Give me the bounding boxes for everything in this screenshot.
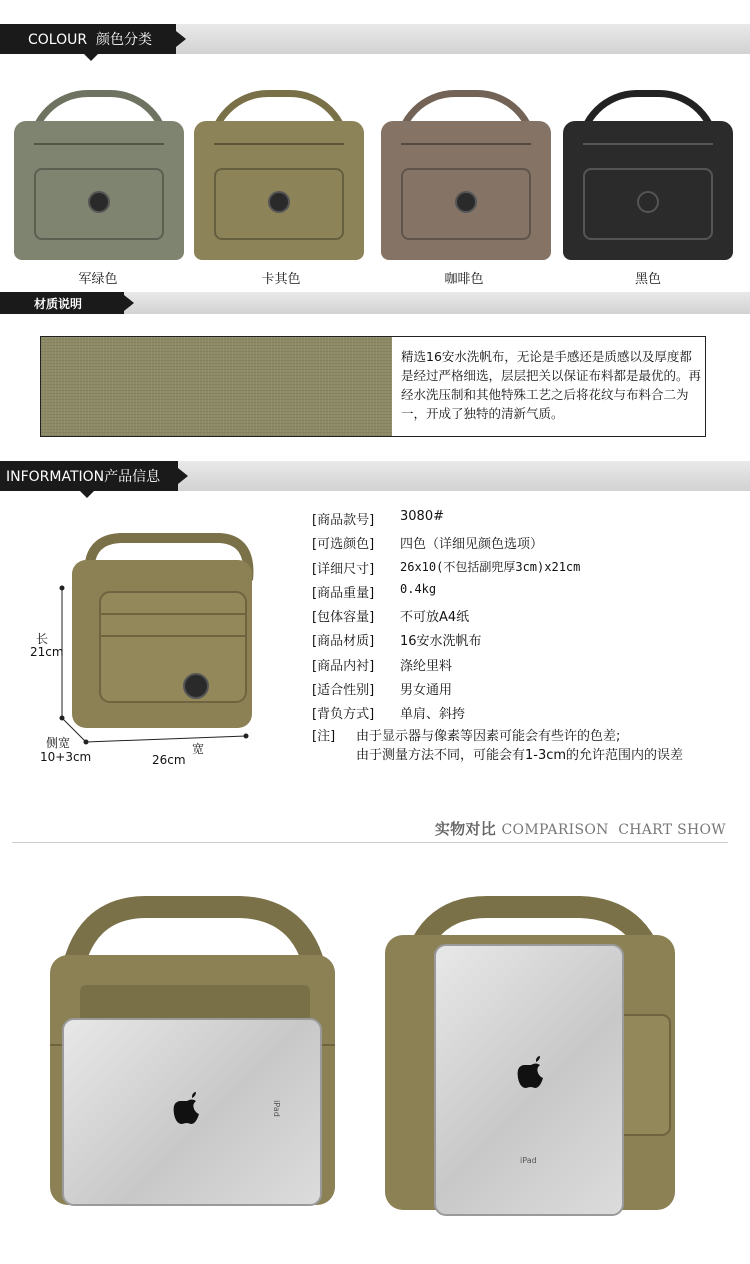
colour-label: 咖啡色 xyxy=(444,272,484,287)
ipad-landscape xyxy=(62,1018,322,1206)
info-row: [可选颜色] 四色（详细见颜色选项） xyxy=(312,537,544,552)
width-value: 26cm xyxy=(152,753,186,767)
side-width-value: 10+3cm xyxy=(40,750,92,764)
length-value: 21cm xyxy=(30,645,64,659)
info-row: [包体容量] 不可放A4纸 xyxy=(312,610,470,625)
info-section-header xyxy=(0,461,750,491)
bag-swatch-coffee[interactable] xyxy=(381,90,551,260)
side-width-label: 侧宽 xyxy=(46,736,71,750)
colour-section-header xyxy=(0,24,750,54)
info-row: [详细尺寸] 26x10(不包括副兜厚3cm)x21cm xyxy=(312,560,581,577)
info-row: [商品材质] 16安水洗帆布 xyxy=(312,634,482,649)
colour-label: 黑色 xyxy=(634,272,661,287)
info-row: [商品重量] 0.4kg xyxy=(312,582,437,601)
colour-label: 军绿色 xyxy=(78,272,118,287)
apple-logo-icon xyxy=(516,1056,546,1090)
info-row: [商品内衬] 涤纶里料 xyxy=(312,659,453,674)
ipad-label: iPad xyxy=(271,1100,281,1117)
apple-logo-icon xyxy=(172,1092,202,1126)
info-section-tag: INFORMATION产品信息 xyxy=(0,461,178,491)
material-section-tag: 材质说明 xyxy=(0,292,124,314)
colour-label: 卡其色 xyxy=(261,272,301,287)
length-label: 长 xyxy=(36,632,49,646)
material-description: 精选16安水洗帆布，无论是手感还是质感以及厚度都是经过严格细选，层层把关以保证布料都是最优的。再经水洗压制和其他特殊工艺之后将花纹与布料合二为一，开成了独特的清新气质。 xyxy=(401,349,702,421)
bag-swatch-khaki[interactable] xyxy=(194,90,364,260)
width-label: 宽 xyxy=(192,742,205,756)
comparison-title: 实物对比 COMPARISON CHART SHOW xyxy=(434,820,726,838)
ipad-portrait xyxy=(434,944,624,1216)
bag-swatch-black[interactable] xyxy=(563,90,733,260)
info-row: [背负方式] 单肩、斜挎 xyxy=(312,707,466,722)
info-row: [商品款号] 3080# xyxy=(312,509,444,528)
info-row: [适合性别] 男女通用 xyxy=(312,683,453,698)
material-section-header xyxy=(0,292,750,314)
ipad-label: iPad xyxy=(520,1156,537,1165)
colour-section-tag: COLOUR 颜色分类 xyxy=(0,24,176,54)
bag-swatch-army-green[interactable] xyxy=(14,90,184,260)
divider xyxy=(12,842,728,843)
